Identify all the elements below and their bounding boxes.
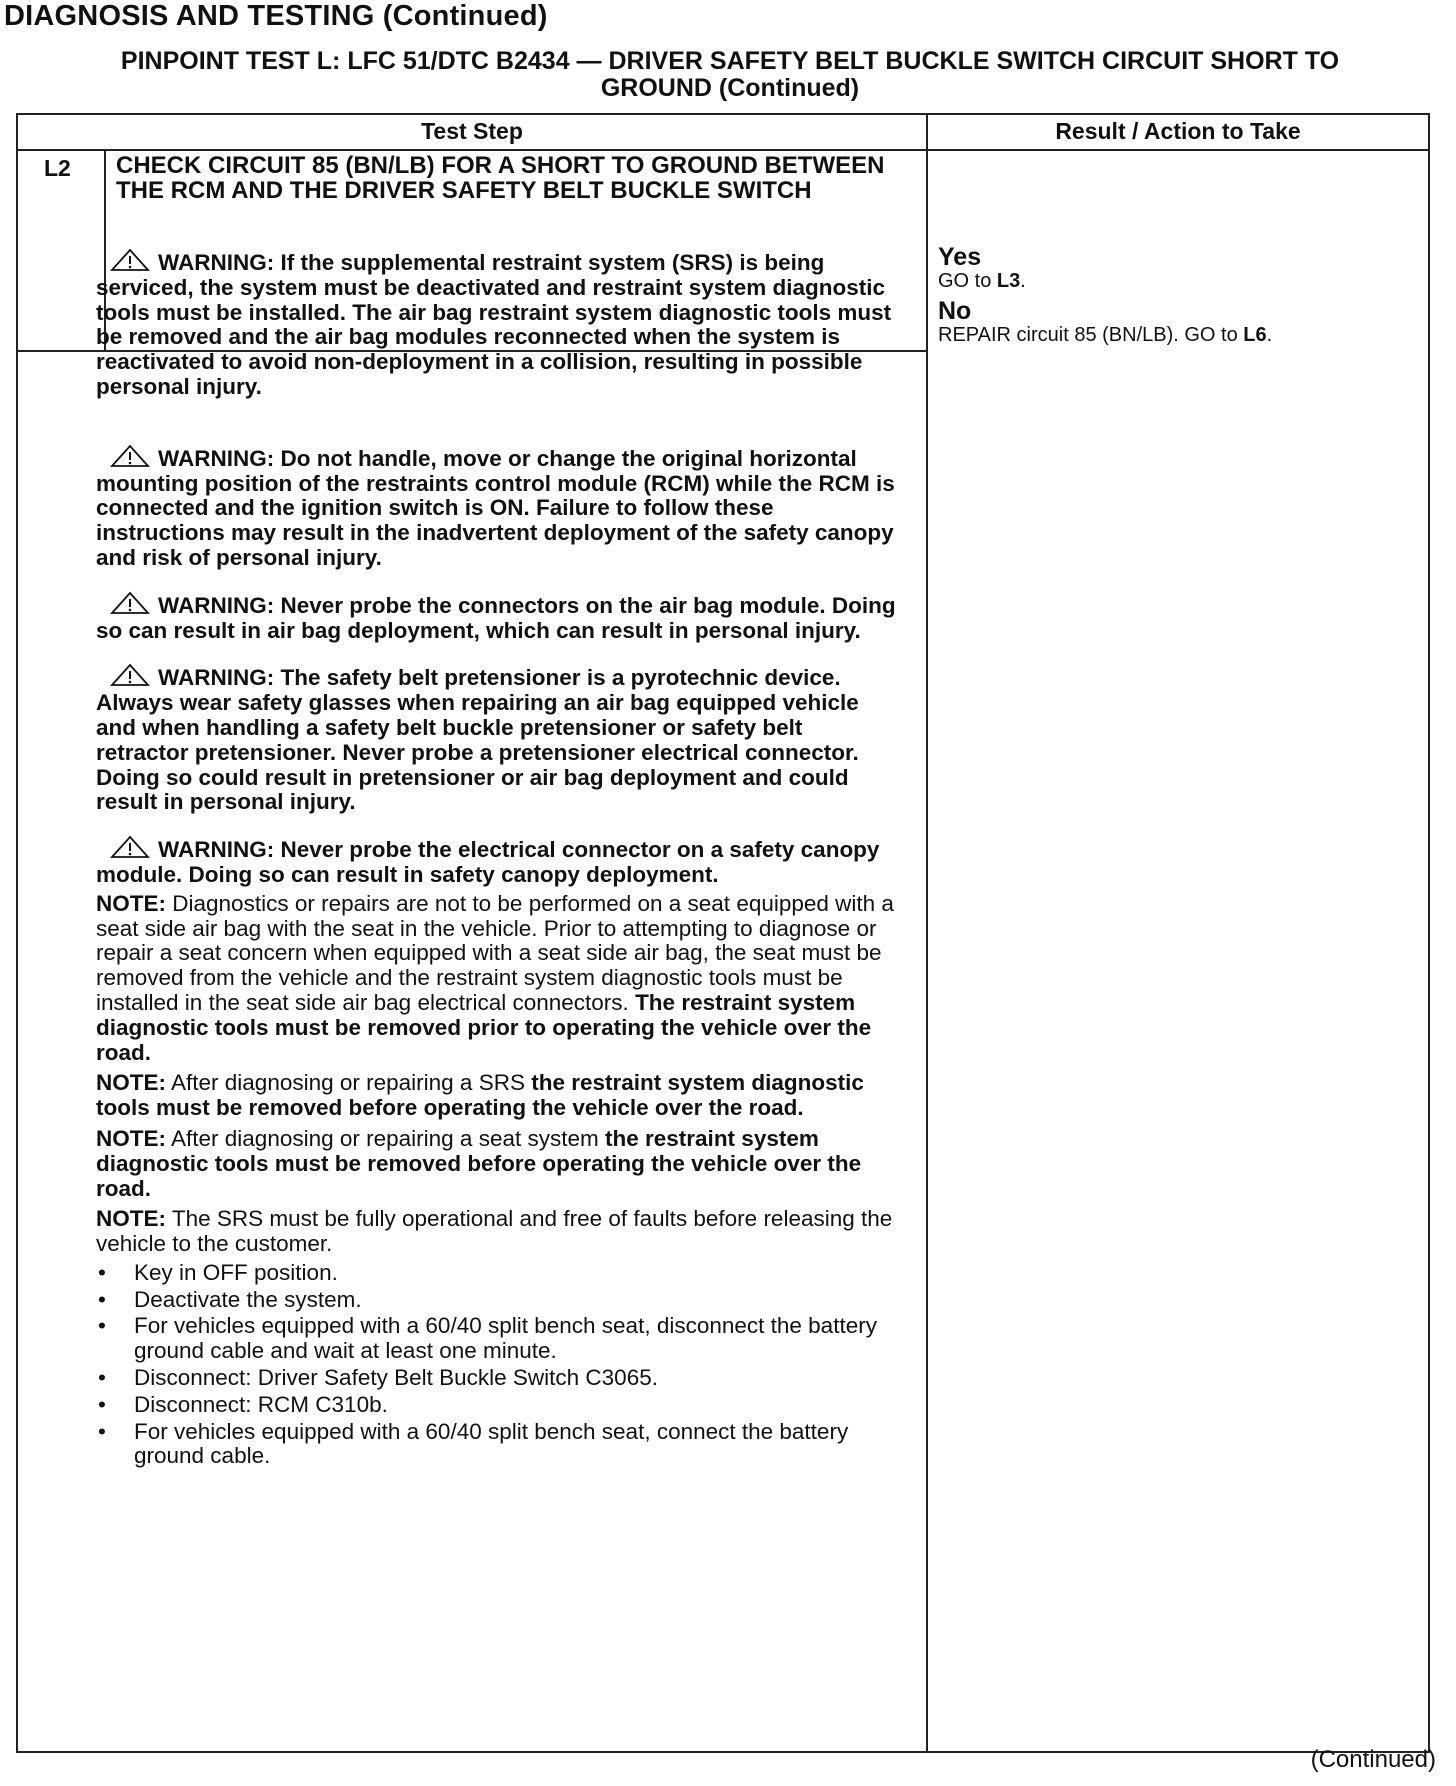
note-text: Diagnostics or repairs are not to be performed on a seat equipped with a seat side air bag with the seat in the vehicle. Prior to attempting to diagnose or repair a seat concern when equipped with a seat side air bag, the seat must be removed from the vehicle and the restraint system diagnostic tools must be installed in the seat side air bag electrical connectors. [96, 890, 894, 1015]
note-srs-operational [96, 1207, 896, 1257]
warning-rcm-mounting [96, 444, 896, 571]
note-text: After diagnosing or repairing a seat system [171, 1125, 599, 1151]
header-result-action: Result / Action to Take [1055, 118, 1301, 144]
no-target-step: L6 [1243, 324, 1267, 346]
note-label: NOTE: [96, 890, 166, 916]
result-no-action [938, 323, 1418, 347]
result-yes-action [938, 269, 1418, 293]
page-title: DIAGNOSIS AND TESTING (Continued) [4, 0, 548, 32]
no-action-text: REPAIR circuit 85 (BN/LB). GO to [938, 324, 1238, 346]
note-after-srs [96, 1071, 896, 1121]
note-label: NOTE: [96, 1070, 166, 1096]
list-item: • Key in OFF position. [96, 1261, 896, 1286]
note-bold-text: The restraint system diagnostic tools must be removed prior to operating the vehicle over the road. [96, 989, 872, 1065]
step-id: L2 [44, 155, 71, 181]
warning-text: WARNING: Do not handle, move or change the original horizontal mounting position of the restraints control module (RCM) while the RCM is connected and the ignition switch is ON. Failure to follow these instructions may result in the inadvertent deployment of the safety canopy and risk of personal injury. [96, 445, 895, 570]
no-action-end: . [1266, 324, 1273, 346]
header-test-step: Test Step [421, 118, 523, 144]
warning-triangle-icon [110, 663, 150, 687]
warning-triangle-icon [110, 591, 150, 615]
yes-action-text: GO to [938, 270, 992, 292]
note-label: NOTE: [96, 1206, 166, 1232]
step-title: CHECK CIRCUIT 85 (BN/LB) FOR A SHORT TO GROUND BETWEEN THE RCM AND THE DRIVER SAFETY BELT BUCKLE SWITCH [116, 152, 885, 204]
list-item: • Disconnect: Driver Safety Belt Buckle Switch C3065. [96, 1366, 896, 1391]
warning-text: WARNING: The safety belt pretensioner is a pyrotechnic device. Always wear safety glasses when repairing an air bag equipped vehicle and when handling a safety belt buckle pretensioner or safety belt retractor pretensioner. Never probe a pretensioner electrical connector. Doing so could result in pretensioner or air bag deployment and could result in personal injury. [96, 665, 859, 815]
note-bold-text: the restraint system diagnostic tools must be removed before operating the vehicle over the road. [96, 1070, 864, 1121]
note-text: After diagnosing or repairing a SRS [171, 1070, 525, 1096]
procedure-bullet-list [96, 1261, 896, 1469]
warning-pretensioner [96, 663, 896, 815]
yes-target-step: L3 [996, 270, 1021, 292]
list-item: • Disconnect: RCM C310b. [96, 1393, 896, 1418]
yes-action-end: . [1020, 270, 1026, 292]
test-title-line-1: PINPOINT TEST L: LFC 51/DTC B2434 — DRIVER SAFETY BELT BUCKLE SWITCH CIRCUIT SHORT TO [120, 47, 1340, 75]
warning-text: WARNING: If the supplemental restraint system (SRS) is being serviced, the system must be deactivated and restraint system diagnostic tools must be installed. The air bag restraint system diagnostic tools must be removed and the air bag modules reconnected when the system is reactivated to avoid non-deployment in a collision, resulting in possible personal injury. [96, 250, 892, 399]
note-bold-text: the restraint system diagnostic tools must be removed before operating the vehicle over the road. [96, 1125, 862, 1201]
warning-srs-service [96, 248, 896, 400]
result-no-label: No [938, 297, 972, 325]
continued-footer: (Continued) [1310, 1746, 1436, 1773]
note-seat-side-airbag [96, 892, 896, 1066]
note-after-seat-system [96, 1127, 896, 1201]
note-text: The SRS must be fully operational and free of faults before releasing the vehicle to the customer. [96, 1206, 893, 1257]
warning-safety-canopy [96, 835, 896, 888]
warning-triangle-icon [110, 248, 150, 272]
warning-triangle-icon [110, 835, 150, 859]
pinpoint-test-title [20, 48, 1440, 102]
warning-triangle-icon [110, 444, 150, 468]
result-column [938, 239, 1418, 347]
list-item: • For vehicles equipped with a 60/40 split bench seat, disconnect the battery ground cable and wait at least one minute. [96, 1314, 896, 1364]
step-body [96, 248, 896, 1471]
result-yes-label: Yes [938, 243, 982, 271]
warning-text: WARNING: Never probe the connectors on the air bag module. Doing so can result in air bag deployment, which can result in personal injury. [96, 592, 896, 643]
warning-text: WARNING: Never probe the electrical connector on a safety canopy module. Doing so can result in safety canopy deployment. [96, 837, 880, 887]
note-label: NOTE: [96, 1125, 166, 1151]
warning-airbag-connectors [96, 591, 896, 644]
list-item: • Deactivate the system. [96, 1288, 896, 1313]
column-divider [926, 115, 928, 1751]
list-item: • For vehicles equipped with a 60/40 split bench seat, connect the battery ground cable. [96, 1420, 896, 1470]
test-title-line-2: GROUND (Continued) [600, 74, 860, 102]
